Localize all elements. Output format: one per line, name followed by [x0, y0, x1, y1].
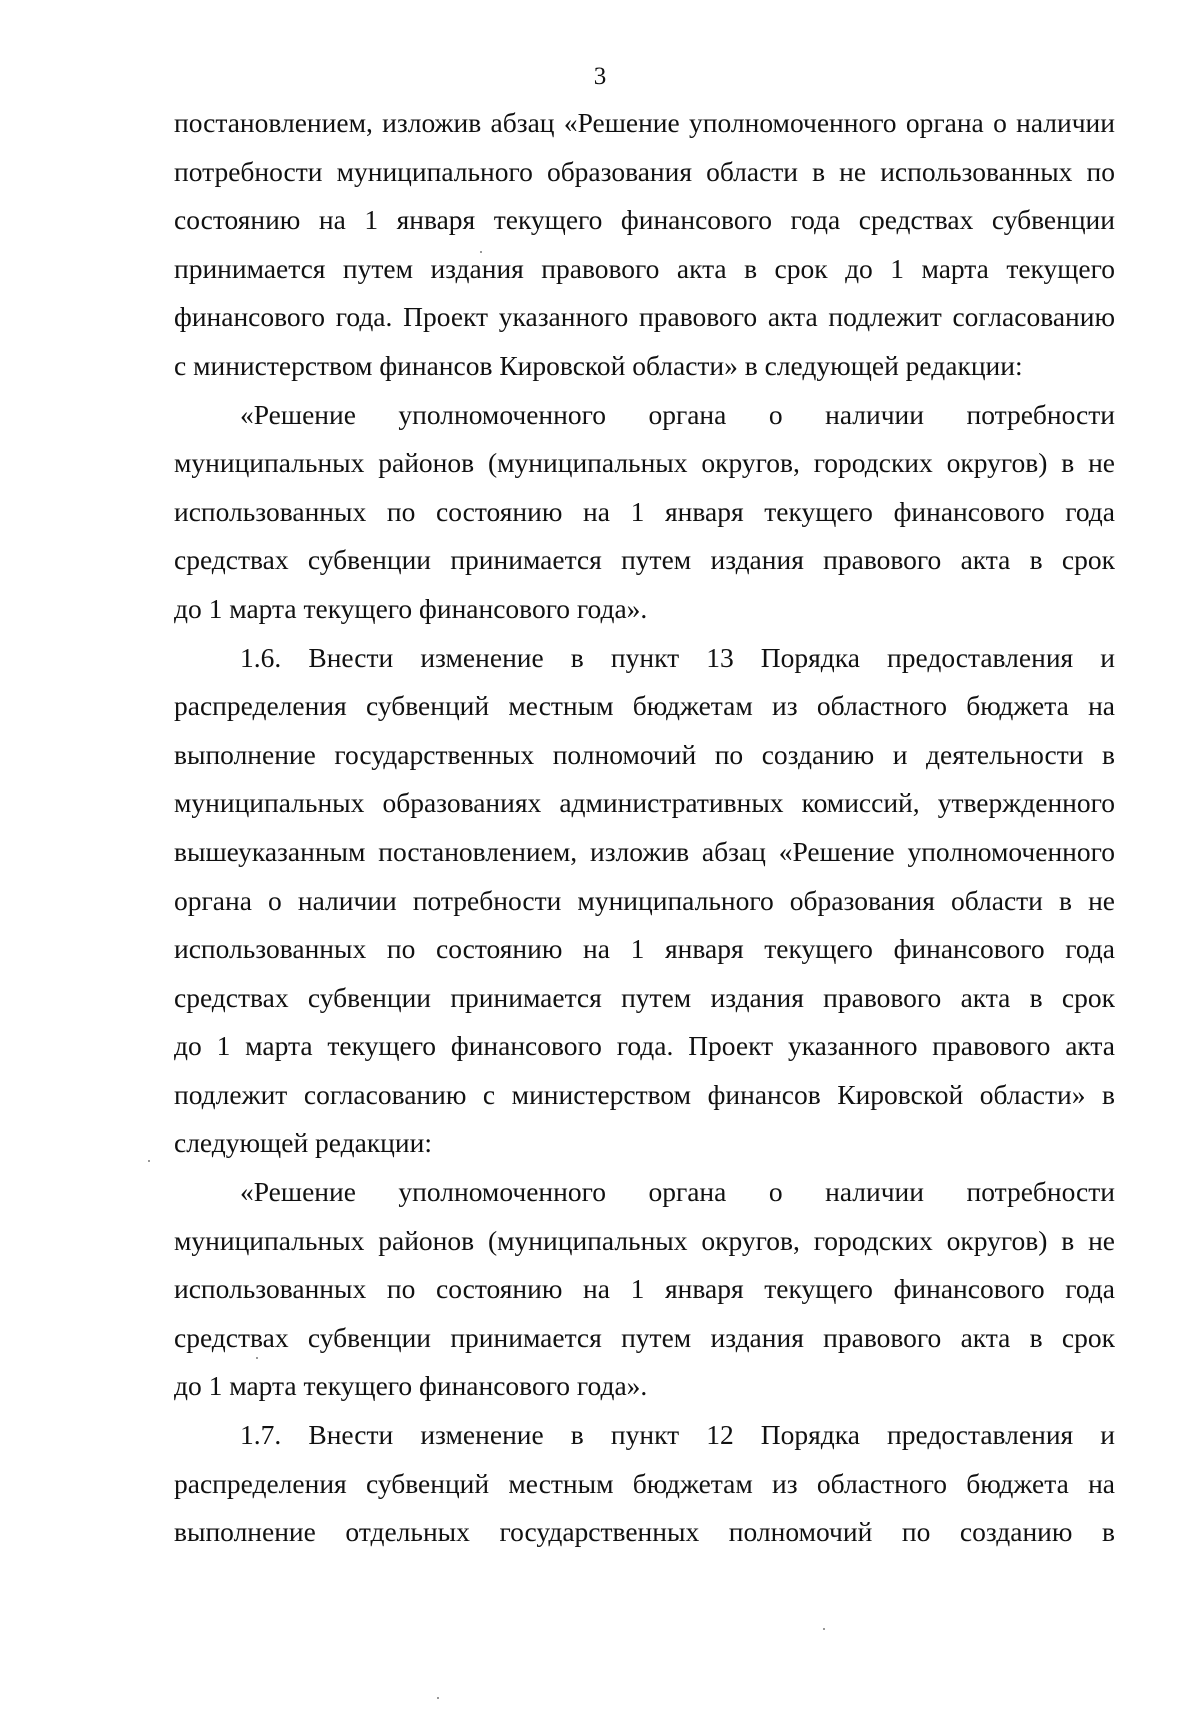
text-line: принимается путем издания правового акта в срок до 1 марта текущего [174, 252, 1115, 284]
scan-speck [256, 1357, 258, 1359]
text-line: средствах субвенции принимается путем издания правового акта в срок [174, 981, 1115, 1013]
text-line: органа о наличии потребности муниципального образования области в не [174, 884, 1115, 916]
text-line: распределения субвенций местным бюджетам из областного бюджета на [174, 690, 1115, 722]
text-line: средствах субвенции принимается путем издания правового акта в срок [174, 544, 1115, 576]
text-line: вышеуказанным постановлением, изложив абзац «Решение уполномоченного [174, 835, 1115, 867]
text-line: до 1 марта текущего финансового года. Проект указанного правового акта [174, 1030, 1115, 1062]
text-line: до 1 марта текущего финансового года». [174, 592, 648, 624]
text-line: муниципальных районов (муниципальных округов, городских округов) в не [174, 1224, 1115, 1256]
text-line: муниципальных районов (муниципальных округов, городских округов) в не [174, 447, 1115, 479]
text-line: использованных по состоянию на 1 января текущего финансового года [174, 1273, 1115, 1305]
text-line: следующей редакции: [174, 1127, 432, 1159]
text-line: «Решение уполномоченного органа о наличии потребности [240, 1176, 1115, 1208]
text-line: потребности муниципального образования области в не использованных по [174, 155, 1115, 187]
text-line: финансового года. Проект указанного правового акта подлежит согласованию [174, 301, 1115, 333]
scan-speck [437, 1697, 439, 1699]
text-line: использованных по состоянию на 1 января текущего финансового года [174, 495, 1115, 527]
text-line: использованных по состоянию на 1 января текущего финансового года [174, 933, 1115, 965]
text-line: до 1 марта текущего финансового года». [174, 1370, 648, 1402]
scan-speck [823, 1628, 825, 1630]
text-line: состоянию на 1 января текущего финансового года средствах субвенции [174, 204, 1115, 236]
text-line: распределения субвенций местным бюджетам из областного бюджета на [174, 1467, 1115, 1499]
scan-speck [480, 251, 482, 253]
document-body [174, 99, 1115, 1557]
text-line: выполнение государственных полномочий по созданию и деятельности в [174, 738, 1115, 770]
text-line: муниципальных образованиях административных комиссий, утвержденного [174, 787, 1115, 819]
text-line: «Решение уполномоченного органа о наличии потребности [240, 398, 1115, 430]
text-line: с министерством финансов Кировской области» в следующей редакции: [174, 349, 1023, 381]
text-line: средствах субвенции принимается путем издания правового акта в срок [174, 1321, 1115, 1353]
text-line: подлежит согласованию с министерством финансов Кировской области» в [174, 1078, 1115, 1110]
page-number: 3 [593, 63, 607, 90]
text-line: 1.6. Внести изменение в пункт 13 Порядка предоставления и [240, 641, 1115, 673]
text-line: 1.7. Внести изменение в пункт 12 Порядка предоставления и [240, 1419, 1115, 1451]
text-line: постановлением, изложив абзац «Решение уполномоченного органа о наличии [174, 107, 1115, 138]
scan-speck [148, 1160, 150, 1162]
text-line: выполнение отдельных государственных полномочий по созданию в [174, 1516, 1115, 1548]
